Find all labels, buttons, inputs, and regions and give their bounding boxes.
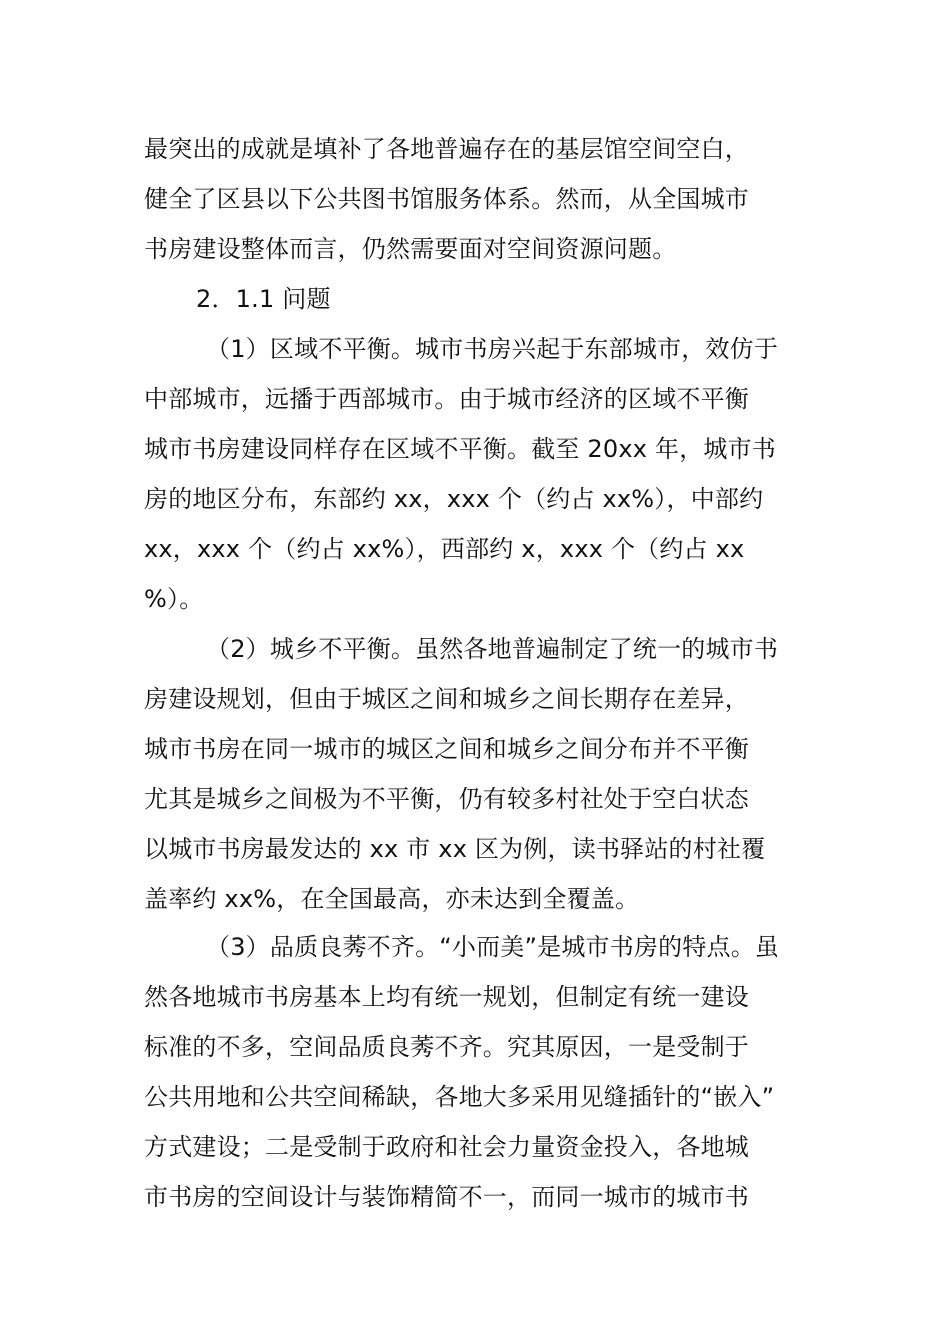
text-line-16: 盖率约 xx%，在全国最高，亦未达到全覆盖。 xyxy=(144,885,640,913)
text-line-3: 书房建设整体而言，仍然需要面对空间资源问题。 xyxy=(144,235,677,263)
text-line-7: 城市书房建设同样存在区域不平衡。截至 20xx 年，城市书 xyxy=(144,435,777,463)
section-heading: 2．1.1 问题 xyxy=(196,285,331,313)
text-line-18: 然各地城市书房基本上均有统一规划，但制定有统一建设 xyxy=(144,983,749,1011)
text-line-6: 中部城市，远播于西部城市。由于城市经济的区域不平衡 xyxy=(144,385,749,413)
text-line-11: （2）城乡不平衡。虽然各地普遍制定了统一的城市书 xyxy=(206,635,779,663)
text-line-20: 公共用地和公共空间稀缺，各地大多采用见缝插针的“嵌入” xyxy=(144,1083,775,1111)
text-line-12: 房建设规划，但由于城区之间和城乡之间长期存在差异， xyxy=(144,685,749,713)
text-line-19: 标准的不多，空间品质良莠不齐。究其原因，一是受制于 xyxy=(144,1033,749,1061)
text-line-1: 最突出的成就是填补了各地普遍存在的基层馆空间空白， xyxy=(144,135,749,163)
text-line-17: （3）品质良莠不齐。“小而美”是城市书房的特点。虽 xyxy=(206,933,780,961)
text-line-13: 城市书房在同一城市的城区之间和城乡之间分布并不平衡 xyxy=(144,735,749,763)
text-line-15: 以城市书房最发达的 xx 市 xx 区为例，读书驿站的村社覆 xyxy=(144,835,766,863)
text-line-2: 健全了区县以下公共图书馆服务体系。然而，从全国城市 xyxy=(144,185,749,213)
text-line-10: %）。 xyxy=(144,585,204,613)
text-line-5: （1）区域不平衡。城市书房兴起于东部城市，效仿于 xyxy=(206,335,779,363)
text-line-22: 市书房的空间设计与装饰精简不一，而同一城市的城市书 xyxy=(144,1183,749,1211)
text-line-9: xx，xxx 个（约占 xx%），西部约 x，xxx 个（约占 xx xyxy=(144,535,745,563)
text-line-21: 方式建设；二是受制于政府和社会力量资金投入，各地城 xyxy=(144,1133,749,1161)
text-line-8: 房的地区分布，东部约 xx，xxx 个（约占 xx%），中部约 xyxy=(144,485,764,513)
text-line-14: 尤其是城乡之间极为不平衡，仍有较多村社处于空白状态 xyxy=(144,785,749,813)
